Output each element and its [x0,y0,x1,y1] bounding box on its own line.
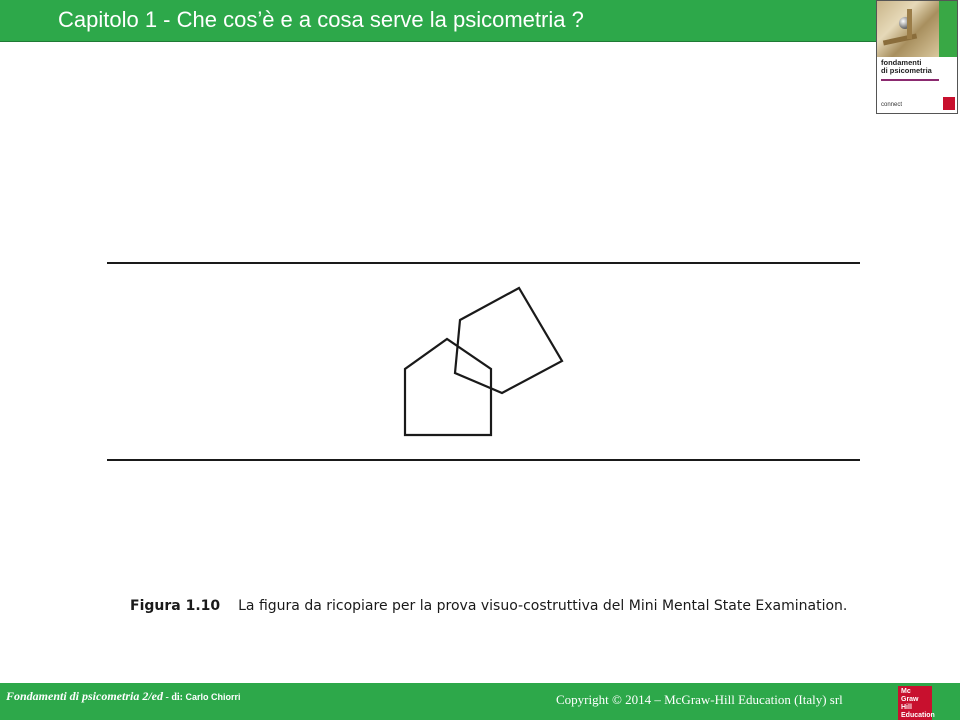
publisher-logo: Mc Graw Hill Education [898,686,932,720]
footer-book-title: Fondamenti di psicometria 2/ed [6,689,164,703]
right-pentagon-shape [455,288,562,393]
footer-separator: - di: [163,692,186,703]
footer-bar [0,683,960,720]
left-pentagon-shape [405,339,491,435]
figure-label: Figura 1.10 [130,598,221,614]
cover-title: fondamenti di psicometria [881,58,932,75]
cover-connect-label: connect [881,102,903,108]
footer-author: Carlo Chiorri [185,692,241,702]
slide-title: Capitolo 1 - Che cos’è e a cosa serve la psicometria ? [58,7,584,32]
footer-book-info [6,689,241,704]
figure-caption [130,598,847,614]
figure-caption-text: La figura da ricopiare per la prova visuo-costruttiva del Mini Mental State Examination. [238,598,848,614]
footer-copyright: Copyright © 2014 – McGraw-Hill Education (Italy) srl [556,692,843,707]
